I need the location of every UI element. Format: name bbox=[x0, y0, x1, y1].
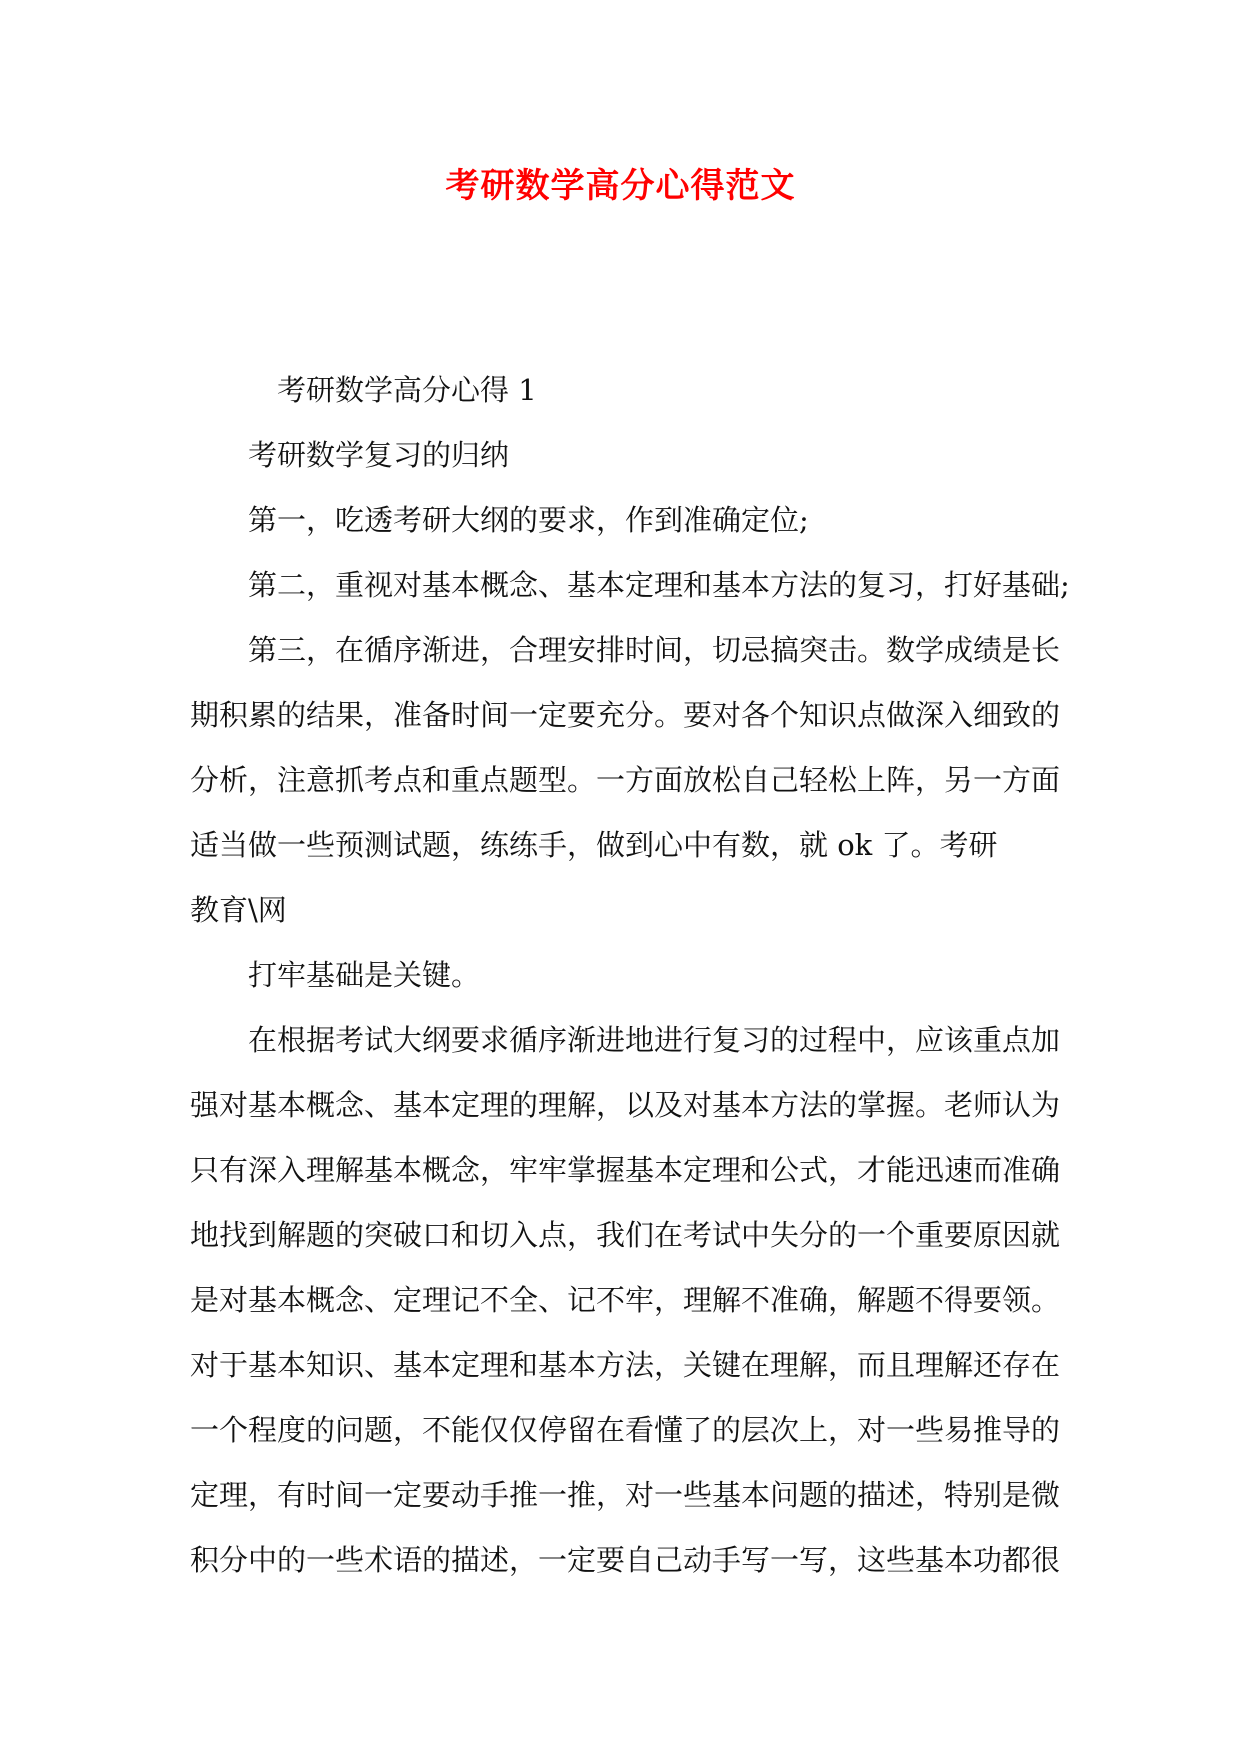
paragraph-line: 第三，在循序渐进，合理安排时间，切忌搞突击。数学成绩是长 bbox=[248, 633, 1061, 667]
paragraph-line: 期积累的结果，准备时间一定要充分。要对各个知识点做深入细致的 bbox=[190, 698, 1061, 732]
document-body bbox=[190, 358, 1070, 1593]
paragraph-line: 第二，重视对基本概念、基本定理和基本方法的复习，打好基础; bbox=[248, 568, 1070, 602]
paragraph-line: 是对基本概念、定理记不全、记不牢，理解不准确，解题不得要领。 bbox=[190, 1283, 1061, 1317]
paragraph-line: 在根据考试大纲要求循序渐进地进行复习的过程中，应该重点加 bbox=[248, 1023, 1061, 1057]
paragraph-line: 适当做一些预测试题，练练手，做到心中有数，就 ok 了。考研 bbox=[190, 828, 998, 862]
paragraph-line: 打牢基础是关键。 bbox=[248, 958, 481, 992]
section-heading: 考研数学高分心得 1 bbox=[277, 373, 537, 407]
paragraph-line: 强对基本概念、基本定理的理解，以及对基本方法的掌握。老师认为 bbox=[190, 1088, 1061, 1122]
paragraph-line: 定理，有时间一定要动手推一推，对一些基本问题的描述，特别是微 bbox=[190, 1478, 1061, 1512]
paragraph-line: 积分中的一些术语的描述，一定要自己动手写一写，这些基本功都很 bbox=[190, 1543, 1061, 1577]
document-title: 考研数学高分心得范文 bbox=[445, 166, 796, 206]
paragraph-line: 一个程度的问题，不能仅仅停留在看懂了的层次上，对一些易推导的 bbox=[190, 1413, 1061, 1447]
paragraph-line: 只有深入理解基本概念，牢牢掌握基本定理和公式，才能迅速而准确 bbox=[190, 1153, 1061, 1187]
paragraph-line: 分析，注意抓考点和重点题型。一方面放松自己轻松上阵，另一方面 bbox=[190, 763, 1061, 797]
paragraph-line: 第一，吃透考研大纲的要求，作到准确定位; bbox=[248, 503, 809, 537]
paragraph-line: 地找到解题的突破口和切入点，我们在考试中失分的一个重要原因就 bbox=[190, 1218, 1061, 1252]
paragraph-line: 考研数学复习的归纳 bbox=[248, 438, 510, 472]
paragraph-line: 对于基本知识、基本定理和基本方法，关键在理解，而且理解还存在 bbox=[190, 1348, 1061, 1382]
paragraph-line: 教育\网 bbox=[190, 893, 287, 927]
